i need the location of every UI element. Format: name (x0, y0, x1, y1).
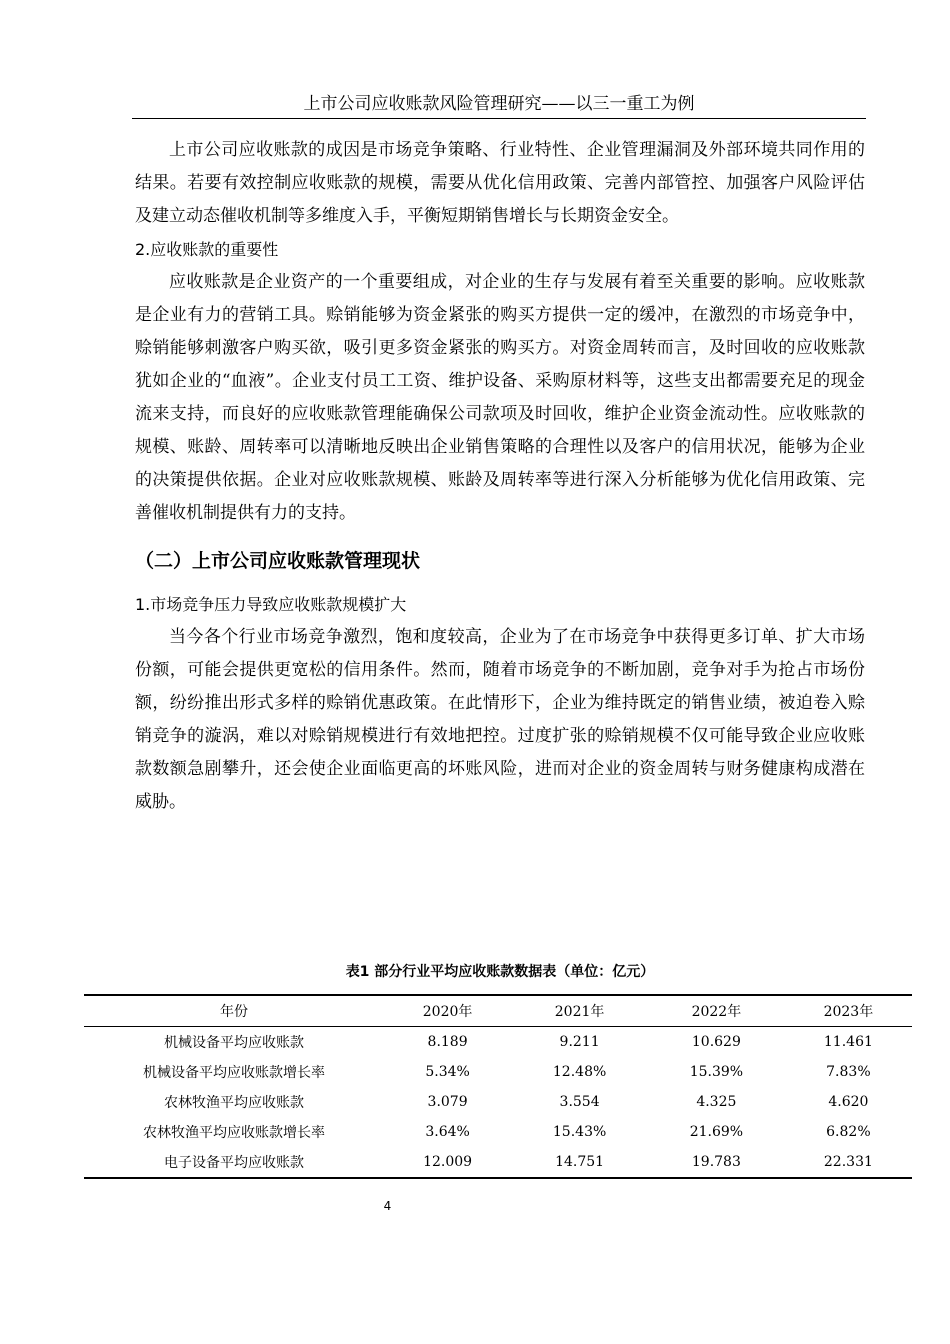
column-header: 年份 (220, 1004, 248, 1020)
table-cell: 21.69% (689, 1124, 744, 1140)
table-cell: 3.554 (559, 1094, 600, 1110)
paragraph-market-pressure: 当今各个行业市场竞争激烈，饱和度较高，企业为了在市场竞争中获得更多订单、扩大市场份额，可能会提供更宽松的信用条件。然而，随着市场竞争的不断加剧，竞争对手为抢占市场份额，纷纷推出形式多样的赊销优惠政策。在此情形下，企业为维持既定的销售业绩，被迫卷入赊销竞争的漩涡，难以对赊销规模进行有效地把控。过度扩张的赊销规模不仅可能导致企业应收账款数额急剧攀升，还会使企业面临更高的坏账风险，进而对企业的资金周转与财务健康构成潜在威胁。 (135, 627, 865, 812)
column-header: 2023年 (823, 1004, 874, 1020)
table-cell: 4.325 (696, 1094, 737, 1110)
column-header: 2022年 (691, 1004, 742, 1020)
table-row (84, 1087, 912, 1117)
table-caption: 表1 部分行业平均应收账款数据表（单位：亿元） (345, 964, 655, 980)
table-cell: 10.629 (691, 1034, 741, 1050)
table-cell: 6.82% (826, 1124, 871, 1140)
subheading-market-pressure: 1.市场竞争压力导致应收账款规模扩大 (135, 595, 407, 614)
row-label: 机械设备平均应收账款增长率 (143, 1065, 325, 1081)
column-header: 2021年 (554, 1004, 605, 1020)
table-cell: 22.331 (823, 1154, 873, 1170)
subheading-importance: 2.应收账款的重要性 (135, 240, 279, 259)
table-cell: 8.189 (427, 1034, 468, 1050)
table-cell: 11.461 (823, 1034, 873, 1050)
paragraph-importance: 应收账款是企业资产的一个重要组成，对企业的生存与发展有着至关重要的影响。应收账款是企业有力的营销工具。赊销能够为资金紧张的购买方提供一定的缓冲，在激烈的市场竞争中，赊销能够刺激客户购买欲，吸引更多资金紧张的购买方。对资金周转而言，及时回收的应收账款犹如企业的“血液”。企业支付员工工资、维护设备、采购原材料等，这些支出都需要充足的现金流来支持，而良好的应收账款管理能确保公司款项及时回收，维护企业资金流动性。应收账款的规模、账龄、周转率可以清晰地反映出企业销售策略的合理性以及客户的信用状况，能够为企业的决策提供依据。企业对应收账款规模、账龄及周转率等进行深入分析能够为优化信用政策、完善催收机制提供有力的支持。 (135, 272, 865, 523)
table-cell: 3.079 (427, 1094, 468, 1110)
row-label: 电子设备平均应收账款 (164, 1155, 304, 1171)
table-cell: 12.48% (552, 1064, 607, 1080)
table-cell: 12.009 (423, 1154, 473, 1170)
table-cell: 5.34% (425, 1064, 470, 1080)
table-cell: 15.43% (552, 1124, 607, 1140)
table-row (84, 1057, 912, 1087)
table-cell: 4.620 (828, 1094, 869, 1110)
running-header: 上市公司应收账款风险管理研究——以三一重工为例 (132, 90, 866, 119)
table-cell: 3.64% (425, 1124, 470, 1140)
table-cell: 9.211 (559, 1034, 600, 1050)
paragraph-causes: 上市公司应收账款的成因是市场竞争策略、行业特性、企业管理漏洞及外部环境共同作用的结果。若要有效控制应收账款的规模，需要从优化信用政策、完善内部管控、加强客户风险评估及建立动态催收机制等多维度入手，平衡短期销售增长与长期资金安全。 (135, 140, 865, 226)
row-label: 机械设备平均应收账款 (164, 1035, 304, 1051)
table-cell: 14.751 (555, 1154, 605, 1170)
column-header: 2020年 (422, 1004, 473, 1020)
row-label: 农林牧渔平均应收账款 (164, 1095, 304, 1111)
table-cell: 19.783 (691, 1154, 741, 1170)
receivables-table (84, 994, 912, 1179)
table-cell: 7.83% (826, 1064, 871, 1080)
row-label: 农林牧渔平均应收账款增长率 (143, 1125, 325, 1141)
table-row (84, 1027, 912, 1058)
page-number: 4 (383, 1199, 392, 1213)
table-header-row (84, 995, 912, 1027)
table-row (84, 1117, 912, 1147)
table-row (84, 1147, 912, 1178)
section-heading-status: （二）上市公司应收账款管理现状 (135, 550, 421, 572)
table-cell: 15.39% (689, 1064, 744, 1080)
body-content (135, 134, 865, 819)
